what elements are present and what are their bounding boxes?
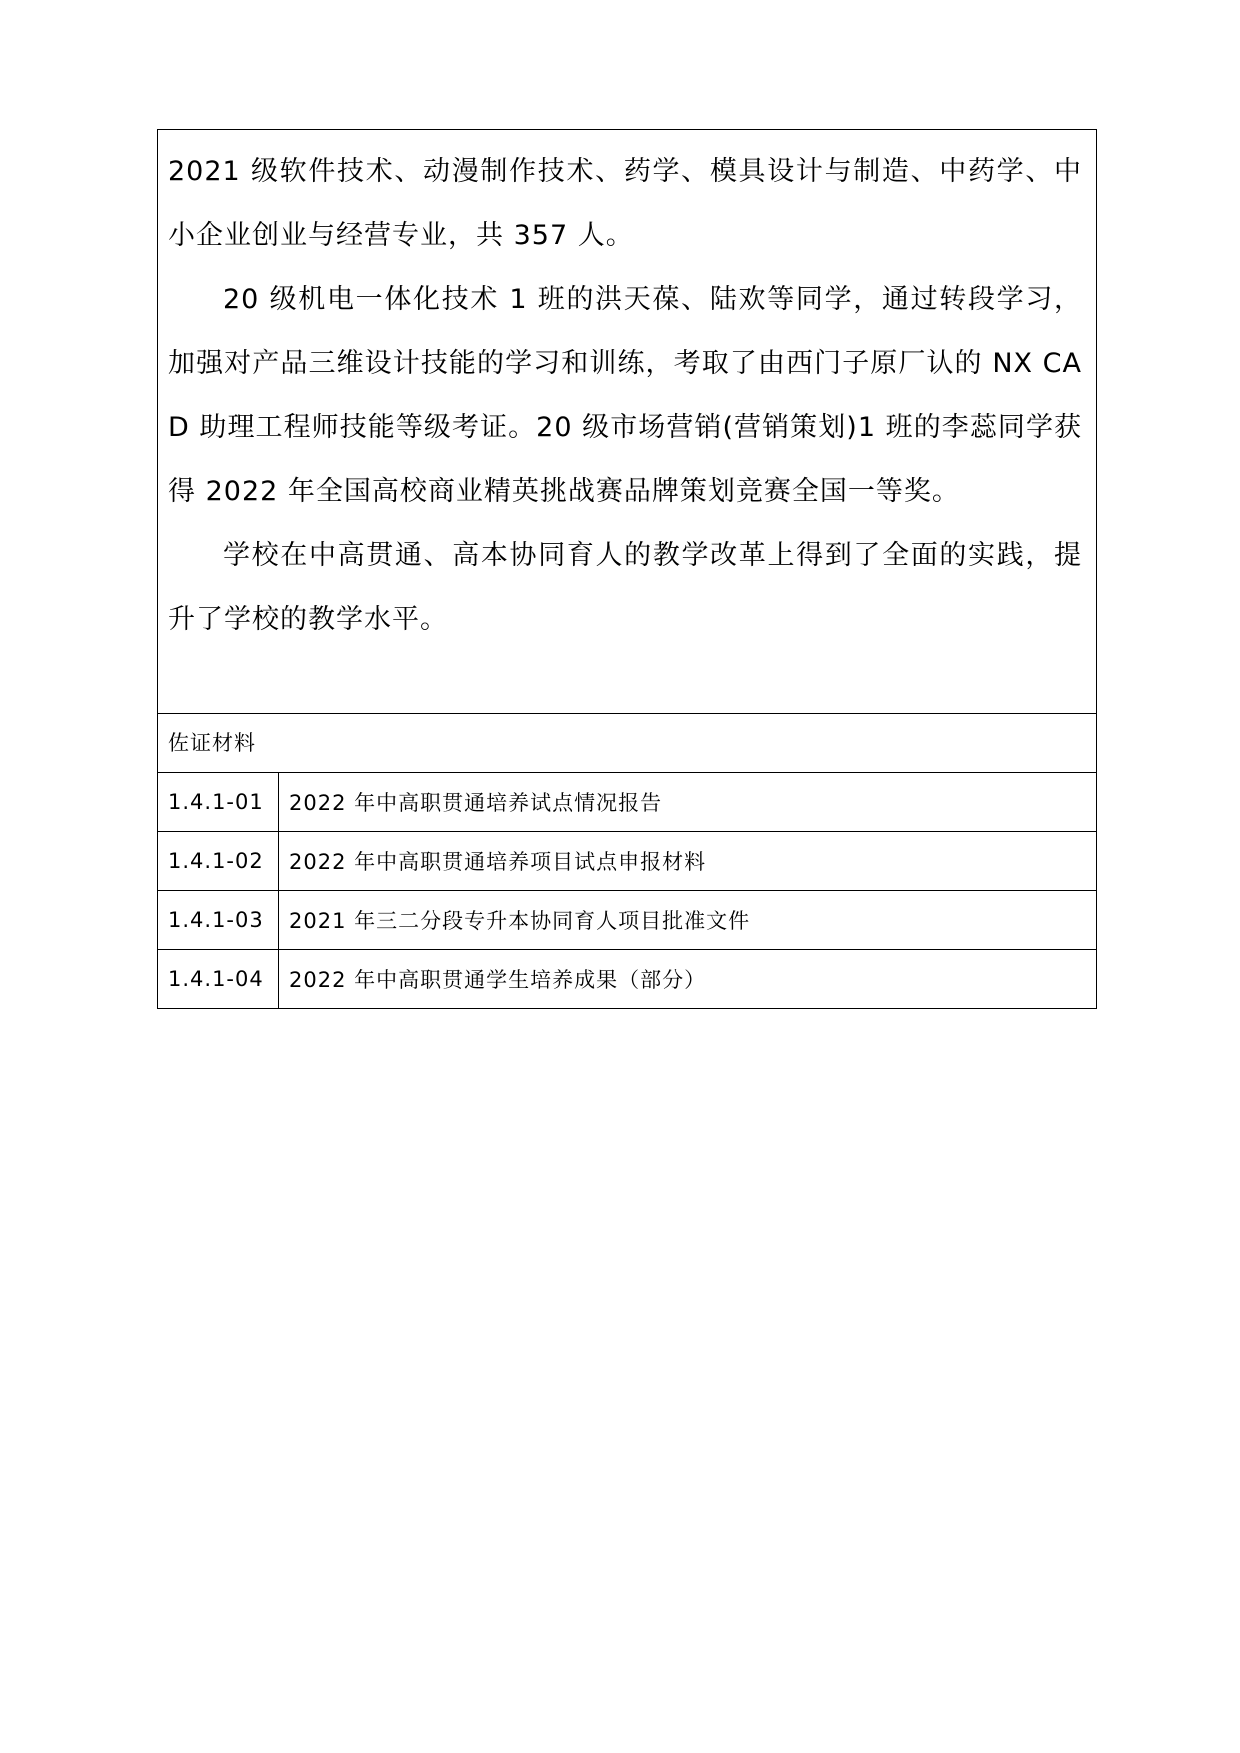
body-row xyxy=(158,130,1097,714)
evidence-code: 1.4.1-01 xyxy=(158,773,279,832)
evidence-row xyxy=(158,891,1097,950)
evidence-row xyxy=(158,832,1097,891)
evidence-code: 1.4.1-03 xyxy=(158,891,279,950)
evidence-code: 1.4.1-02 xyxy=(158,832,279,891)
body-text-cell xyxy=(158,130,1097,714)
paragraph-3: 学校在中高贯通、高本协同育人的教学改革上得到了全面的实践，提升了学校的教学水平。 xyxy=(168,540,1083,635)
evidence-heading: 佐证材料 xyxy=(158,714,1097,773)
evidence-title: 2022 年中高职贯通培养项目试点申报材料 xyxy=(279,832,1097,891)
evidence-title: 2022 年中高职贯通学生培养成果（部分） xyxy=(279,950,1097,1009)
evidence-heading-row xyxy=(158,714,1097,773)
evidence-row xyxy=(158,950,1097,1009)
evidence-row xyxy=(158,773,1097,832)
paragraph-1: 2021 级软件技术、动漫制作技术、药学、模具设计与制造、中药学、中小企业创业与经营专业，共 357 人。 xyxy=(168,156,1083,251)
evidence-title: 2022 年中高职贯通培养试点情况报告 xyxy=(279,773,1097,832)
evidence-title: 2021 年三二分段专升本协同育人项目批准文件 xyxy=(279,891,1097,950)
document-table xyxy=(157,129,1097,1009)
evidence-code: 1.4.1-04 xyxy=(158,950,279,1009)
paragraph-2: 20 级机电一体化技术 1 班的洪天葆、陆欢等同学，通过转段学习，加强对产品三维设计技能的学习和训练，考取了由西门子原厂认的 NX CAD 助理工程师技能等级考证。20 级市场营销(营销策划)1 班的李蕊同学获得 2022 年全国高校商业精英挑战赛品牌策划竞赛全国一等奖。 xyxy=(168,284,1083,507)
